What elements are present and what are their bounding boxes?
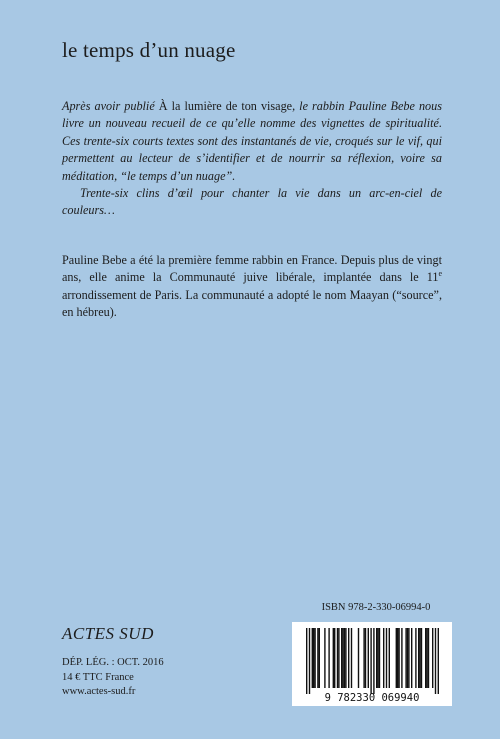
barcode-bar bbox=[432, 628, 433, 688]
barcode-bar bbox=[438, 628, 439, 694]
barcode-bar bbox=[397, 628, 398, 688]
barcode-bar bbox=[306, 628, 307, 694]
barcode-bar bbox=[333, 628, 334, 688]
barcode-bar bbox=[419, 628, 420, 688]
barcode-bar bbox=[418, 628, 419, 688]
back-cover-blurb bbox=[62, 98, 442, 220]
barcode-bar bbox=[348, 628, 349, 688]
publication-info bbox=[62, 656, 164, 700]
barcode-bar bbox=[386, 628, 387, 688]
barcode-bar bbox=[379, 628, 380, 688]
barcode-bar bbox=[370, 628, 371, 694]
barcode-bar bbox=[426, 628, 427, 688]
barcode-bar bbox=[358, 628, 359, 688]
barcode-bar bbox=[398, 628, 399, 688]
barcode-bar bbox=[389, 628, 390, 688]
barcode-bar bbox=[312, 628, 313, 688]
isbn-label: ISBN 978-2-330-06994-0 bbox=[321, 602, 431, 613]
barcode-bar bbox=[324, 628, 325, 688]
barcode bbox=[292, 622, 452, 706]
barcode-bar bbox=[408, 628, 409, 688]
blurb-previous-book-title: À la lumière de ton visage bbox=[158, 99, 293, 113]
barcode-bar bbox=[338, 628, 339, 688]
barcode-bar bbox=[317, 628, 318, 688]
legal-deposit: DÉP. LÉG. : OCT. 2016 bbox=[62, 657, 164, 668]
barcode-graphic bbox=[292, 622, 452, 706]
barcode-bar bbox=[342, 628, 343, 688]
barcode-bar bbox=[401, 628, 402, 688]
author-bio-text-b: arrondissement de Paris. La communauté a adopté le nom Maayan (“source”, en hébreu). bbox=[62, 287, 442, 320]
barcode-bar bbox=[345, 628, 346, 688]
barcode-bar bbox=[309, 628, 310, 694]
barcode-bar bbox=[377, 628, 378, 688]
barcode-bar bbox=[344, 628, 345, 688]
book-title: le temps d’un nuage bbox=[62, 38, 236, 62]
barcode-bar bbox=[407, 628, 408, 688]
barcode-bar bbox=[396, 628, 397, 688]
publisher-name: ACTES SUD bbox=[62, 624, 154, 643]
barcode-bar bbox=[421, 628, 422, 688]
barcode-digits: 9 782330 069940 bbox=[324, 692, 420, 704]
barcode-bar bbox=[368, 628, 369, 688]
barcode-bar bbox=[435, 628, 436, 694]
barcode-bar bbox=[425, 628, 426, 688]
blurb-description: , le rabbin Pauline Bebe nous livre un nouveau recueil de ce qu’elle nomme des vignettes de spiritualité. Ces trente-six courts textes sont des instantanés de vie, croqués sur le vif, qui permettent au lecteur de s’identifier et de nourrir sa réflexion, voire sa méditation, “le temps d’un nuage”. bbox=[62, 99, 442, 183]
author-bio bbox=[62, 252, 442, 322]
publisher-website: www.actes-sud.fr bbox=[62, 686, 136, 697]
barcode-bar bbox=[351, 628, 352, 688]
barcode-bar bbox=[373, 628, 374, 694]
barcode-bar bbox=[337, 628, 338, 688]
barcode-bar bbox=[428, 628, 429, 688]
barcode-bar bbox=[405, 628, 406, 688]
barcode-bar bbox=[314, 628, 315, 688]
barcode-bar bbox=[376, 628, 377, 688]
blurb-paragraph-1 bbox=[62, 98, 442, 185]
author-bio-superscript: e bbox=[438, 269, 442, 279]
barcode-bar bbox=[383, 628, 384, 688]
blurb-intro: Après avoir publié bbox=[62, 99, 159, 113]
blurb-paragraph-2: Trente-six clins d’œil pour chanter la vie dans un arc-en-ciel de couleurs… bbox=[62, 186, 442, 218]
barcode-bar bbox=[319, 628, 320, 688]
barcode-bar bbox=[415, 628, 416, 688]
barcode-bar bbox=[411, 628, 412, 688]
barcode-bar bbox=[328, 628, 329, 688]
barcode-bar bbox=[334, 628, 335, 688]
price: 14 € TTC France bbox=[62, 671, 134, 683]
author-bio-text-a: Pauline Bebe a été la première femme rabbin en France. Depuis plus de vingt ans, elle anime la Communauté juive libérale, implantée dans le 11 bbox=[62, 253, 442, 285]
barcode-bar bbox=[341, 628, 342, 688]
barcode-bar bbox=[363, 628, 364, 688]
barcode-bar bbox=[313, 628, 314, 688]
barcode-bar bbox=[365, 628, 366, 688]
